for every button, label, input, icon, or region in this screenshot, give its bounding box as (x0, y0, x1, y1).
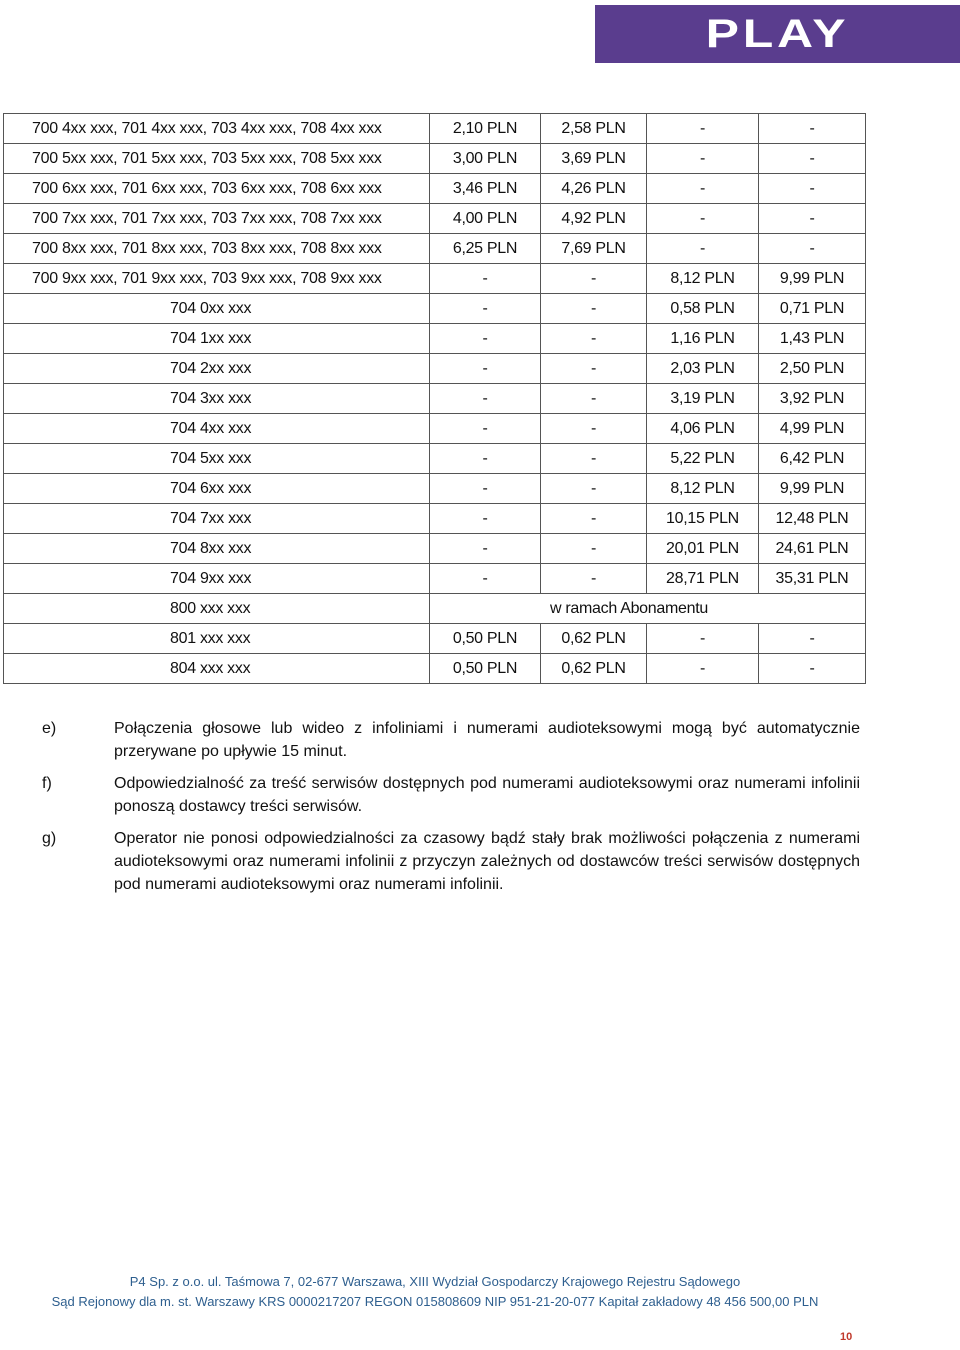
note-marker: e) (42, 720, 57, 737)
price-cell: - (541, 504, 647, 534)
price-cell: 6,25 PLN (430, 234, 541, 264)
table-row (4, 594, 866, 624)
price-cell: 2,58 PLN (541, 114, 647, 144)
price-cell: - (759, 234, 866, 264)
price-cell: - (647, 144, 759, 174)
note-marker: g) (42, 830, 57, 847)
price-cell: 0,50 PLN (430, 624, 541, 654)
note-marker: f) (42, 775, 52, 792)
table-row (4, 444, 866, 474)
note-text: Odpowiedzialność za treść serwisów dostępnych pod numerami audioteksowymi oraz numerami infolinii ponoszą dostawcy treści serwisów. (114, 775, 860, 815)
price-cell: - (541, 324, 647, 354)
price-cell: 0,71 PLN (759, 294, 866, 324)
price-cell: - (647, 234, 759, 264)
number-range-cell: 704 4xx xxx (4, 414, 430, 444)
number-range-cell: 800 xxx xxx (4, 594, 430, 624)
price-cell: 12,48 PLN (759, 504, 866, 534)
table-row (4, 204, 866, 234)
footer-line-2: Sąd Rejonowy dla m. st. Warszawy KRS 0000217207 REGON 015808609 NIP 951-21-20-077 Kapitał zakładowy 48 456 500,00 PLN (51, 1294, 819, 1309)
table-row (4, 264, 866, 294)
price-cell: 0,62 PLN (541, 624, 647, 654)
number-range-cell: 704 9xx xxx (4, 564, 430, 594)
price-cell: 7,69 PLN (541, 234, 647, 264)
footer-line-1: P4 Sp. z o.o. ul. Taśmowa 7, 02-677 Warszawa, XIII Wydział Gospodarczy Krajowego Rejestru Sądowego (129, 1274, 741, 1289)
number-range-cell: 700 6xx xxx, 701 6xx xxx, 703 6xx xxx, 708 6xx xxx (4, 174, 430, 204)
price-cell: - (430, 474, 541, 504)
table-row (4, 474, 866, 504)
price-cell: - (759, 624, 866, 654)
price-cell: - (430, 294, 541, 324)
note-text: Połączenia głosowe lub wideo z infoliniami i numerami audioteksowymi mogą być automatycznie przerywane po upływie 15 minut. (114, 720, 860, 760)
number-range-cell: 704 3xx xxx (4, 384, 430, 414)
footer (0, 1272, 870, 1312)
merged-cell: w ramach Abonamentu (430, 594, 866, 624)
price-cell: 1,16 PLN (647, 324, 759, 354)
price-cell: - (647, 114, 759, 144)
price-cell: 3,69 PLN (541, 144, 647, 174)
price-cell: - (541, 294, 647, 324)
price-cell: - (541, 474, 647, 504)
note-text: Operator nie ponosi odpowiedzialności za czasowy bądź stały brak możliwości połączenia z numerami audioteksowymi oraz numerami infolinii z przyczyn zależnych od dostawców treści serwisów dostępnych pod numerami audioteksowymi oraz numerami infolinii. (114, 830, 860, 893)
table-row (4, 534, 866, 564)
price-cell: 4,26 PLN (541, 174, 647, 204)
price-cell: - (647, 204, 759, 234)
rates-table (3, 113, 866, 684)
price-cell: 3,19 PLN (647, 384, 759, 414)
table-row (4, 294, 866, 324)
price-cell: - (541, 414, 647, 444)
price-cell: - (541, 354, 647, 384)
play-logo (595, 5, 960, 63)
price-cell: - (430, 384, 541, 414)
price-cell: 0,50 PLN (430, 654, 541, 684)
price-cell: - (541, 444, 647, 474)
number-range-cell: 704 1xx xxx (4, 324, 430, 354)
number-range-cell: 700 4xx xxx, 701 4xx xxx, 703 4xx xxx, 708 4xx xxx (4, 114, 430, 144)
number-range-cell: 700 7xx xxx, 701 7xx xxx, 703 7xx xxx, 708 7xx xxx (4, 204, 430, 234)
price-cell: 4,99 PLN (759, 414, 866, 444)
price-cell: - (541, 384, 647, 414)
number-range-cell: 704 6xx xxx (4, 474, 430, 504)
price-cell: - (430, 504, 541, 534)
table-row (4, 654, 866, 684)
logo-text: PLAY (705, 11, 850, 56)
price-cell: - (759, 204, 866, 234)
price-cell: - (430, 564, 541, 594)
price-cell: - (430, 264, 541, 294)
price-cell: 3,46 PLN (430, 174, 541, 204)
table-row (4, 414, 866, 444)
price-cell: 9,99 PLN (759, 474, 866, 504)
number-range-cell: 700 5xx xxx, 701 5xx xxx, 703 5xx xxx, 708 5xx xxx (4, 144, 430, 174)
table-row (4, 384, 866, 414)
number-range-cell: 704 5xx xxx (4, 444, 430, 474)
table-row (4, 114, 866, 144)
rates-table-body (4, 114, 866, 684)
price-cell: - (430, 444, 541, 474)
number-range-cell: 704 7xx xxx (4, 504, 430, 534)
page-number: 10 (840, 1331, 853, 1343)
price-cell: 28,71 PLN (647, 564, 759, 594)
price-cell: 2,50 PLN (759, 354, 866, 384)
price-cell: 0,58 PLN (647, 294, 759, 324)
price-cell: - (541, 564, 647, 594)
number-range-cell: 700 9xx xxx, 701 9xx xxx, 703 9xx xxx, 708 9xx xxx (4, 264, 430, 294)
price-cell: 4,92 PLN (541, 204, 647, 234)
price-cell: - (759, 174, 866, 204)
price-cell: 2,03 PLN (647, 354, 759, 384)
price-cell: 10,15 PLN (647, 504, 759, 534)
price-cell: - (647, 624, 759, 654)
price-cell: 4,00 PLN (430, 204, 541, 234)
price-cell: 2,10 PLN (430, 114, 541, 144)
price-cell: 5,22 PLN (647, 444, 759, 474)
table-row (4, 144, 866, 174)
price-cell: - (430, 324, 541, 354)
price-cell: 1,43 PLN (759, 324, 866, 354)
note-item (42, 772, 860, 818)
price-cell: 3,00 PLN (430, 144, 541, 174)
table-row (4, 324, 866, 354)
notes-list (42, 717, 860, 905)
table-row (4, 174, 866, 204)
price-cell: - (647, 654, 759, 684)
table-row (4, 504, 866, 534)
price-cell: 35,31 PLN (759, 564, 866, 594)
price-cell: - (759, 114, 866, 144)
price-cell: 0,62 PLN (541, 654, 647, 684)
note-item (42, 717, 860, 763)
number-range-cell: 704 2xx xxx (4, 354, 430, 384)
price-cell: - (541, 264, 647, 294)
price-cell: 8,12 PLN (647, 474, 759, 504)
number-range-cell: 801 xxx xxx (4, 624, 430, 654)
price-cell: - (430, 354, 541, 384)
table-row (4, 624, 866, 654)
price-cell: - (759, 654, 866, 684)
price-cell: - (759, 144, 866, 174)
number-range-cell: 804 xxx xxx (4, 654, 430, 684)
price-cell: 9,99 PLN (759, 264, 866, 294)
price-cell: - (647, 174, 759, 204)
number-range-cell: 700 8xx xxx, 701 8xx xxx, 703 8xx xxx, 708 8xx xxx (4, 234, 430, 264)
price-cell: 24,61 PLN (759, 534, 866, 564)
number-range-cell: 704 0xx xxx (4, 294, 430, 324)
note-item (42, 827, 860, 896)
table-row (4, 564, 866, 594)
price-cell: 4,06 PLN (647, 414, 759, 444)
price-cell: 3,92 PLN (759, 384, 866, 414)
price-cell: 20,01 PLN (647, 534, 759, 564)
price-cell: - (430, 414, 541, 444)
price-cell: - (430, 534, 541, 564)
table-row (4, 234, 866, 264)
number-range-cell: 704 8xx xxx (4, 534, 430, 564)
table-row (4, 354, 866, 384)
price-cell: 6,42 PLN (759, 444, 866, 474)
price-cell: - (541, 534, 647, 564)
price-cell: 8,12 PLN (647, 264, 759, 294)
